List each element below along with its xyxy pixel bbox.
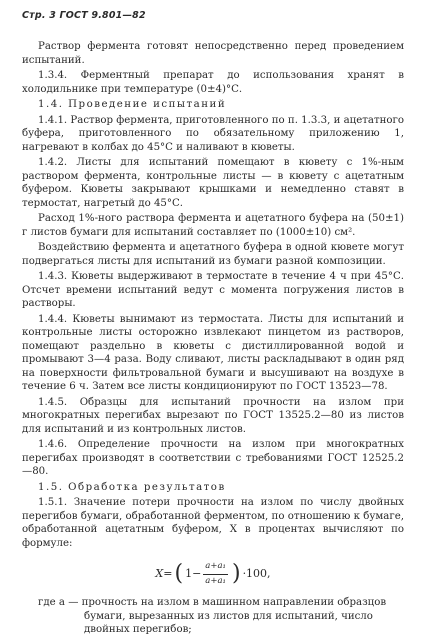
formula-fraction bbox=[203, 560, 228, 588]
formula-numerator: a+a₁ bbox=[203, 560, 228, 575]
paragraph: Расход 1%-ного раствора фермента и ацетатного буфера на (50±1) г листов бумаги для испытаний составляет по (1000±10) см². bbox=[22, 213, 404, 238]
formula-open-paren: ( bbox=[174, 561, 184, 586]
where-cont-2: двойных перегибов; bbox=[84, 624, 192, 635]
paragraph: 1.3.4. Ферментный препарат до использования хранят в холодильнике при температуре (0±4)°С. bbox=[22, 70, 404, 95]
paragraph: 1.4.4. Кюветы вынимают из термостата. Листы для испытаний и контрольные листы осторожно извлекают пинцетом из растворов, помещают раздельно в кюветы с дистиллированной водой и промывают 3—4 раза. Воду сливают, листы раскладывают в один ряд на поверхности фильтровальной бумаги и высушивают на воздухе в течение 6 ч. Затем все листы кондиционируют по ГОСТ 13523—78. bbox=[22, 313, 404, 392]
where-cont-1: бумаги, вырезанных из листов для испытаний, число bbox=[84, 610, 373, 622]
paragraph: 1.4.3. Кюветы выдерживают в термостате в течение 4 ч при 45°С. Отсчет времени испытаний ведут с момента погружения листов в растворы. bbox=[22, 271, 404, 309]
paragraph: 1.4.2. Листы для испытаний помещают в кювету с 1%-ным раствором фермента, контрольные листы — в кювету с ацетатным буфером. Кюветы закрывают крышками и немедленно ставят в термостат, нагретый до 45°С. bbox=[22, 157, 404, 209]
formula-one: 1− bbox=[185, 567, 202, 581]
paragraph: 1.4.5. Образцы для испытаний прочности на излом при многократных перегибах вырезают по ГОСТ 13525.2—80 из листов для испытаний и из контрольных листов. bbox=[22, 396, 404, 435]
document-body bbox=[22, 40, 404, 637]
section-heading: 1.5. Обработка результатов bbox=[38, 481, 226, 493]
where-clause bbox=[22, 596, 404, 637]
paragraph: 1.4.6. Определение прочности на излом при многократных перегибах производят в соответствии с требованиями ГОСТ 12525.2—80. bbox=[22, 439, 404, 477]
where-lead: где a — прочность на излом в машинном направлении образцов bbox=[38, 597, 387, 608]
running-header: Стр. 3 ГОСТ 9.801—82 bbox=[22, 10, 146, 21]
formula-close-paren: ) bbox=[231, 561, 241, 586]
paragraph: 1.5.1. Значение потери прочности на излом по числу двойных перегибов бумаги, обработанной ферментом, по отношению к бумаге, обработанной ацетатным буфером, X в процентах вычисляют по формуле: bbox=[22, 497, 404, 549]
formula-tail: ·100, bbox=[242, 567, 271, 581]
paragraph: Раствор фермента готовят непосредственно перед проведением испытаний. bbox=[22, 41, 404, 66]
paragraph: 1.4.1. Раствор фермента, приготовленного по п. 1.3.3, и ацетатного буфера, приготовленного по обязательному приложению 1, нагревают в колбах до 45°С и наливают в кюветы. bbox=[22, 114, 404, 153]
loss-formula bbox=[22, 560, 404, 588]
paragraph: Воздействию фермента и ацетатного буфера в одной кювете могут подвергаться листы для испытаний из бумаги разной композиции. bbox=[22, 242, 404, 267]
section-heading: 1.4. Проведение испытаний bbox=[38, 99, 227, 110]
formula-lhs: X= bbox=[155, 567, 173, 581]
formula-denominator: a+a₁ bbox=[205, 575, 226, 586]
